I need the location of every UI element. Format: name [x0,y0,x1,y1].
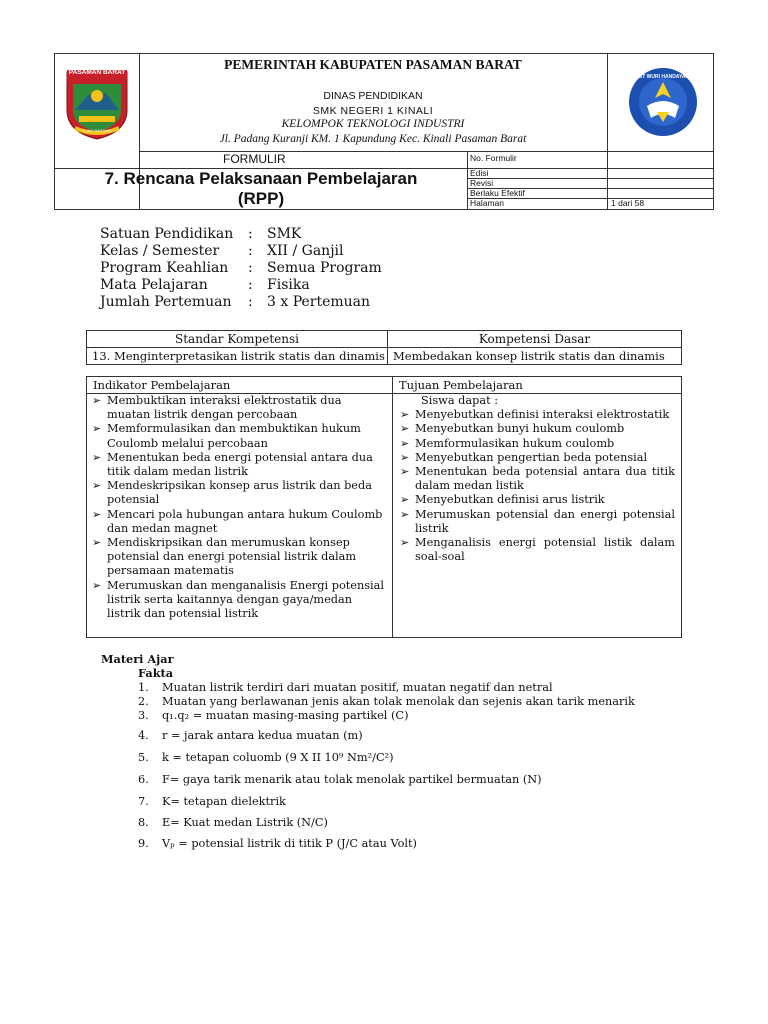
meta-label-revisi: Revisi [470,178,494,188]
meta-value-halaman: 1 dari 58 [611,198,645,208]
list-item: ➢ Menyebutkan pengertian beda potensial [399,451,675,465]
meta-label-berlaku-efektif: Berlaku Efektif [470,188,525,198]
list-text: Muatan listrik terdiri dari muatan positif, muatan negatif dan netral [162,681,553,694]
identity-label: Satuan Pendidikan [100,226,234,242]
meta-label-edisi: Edisi [470,168,489,178]
list-item: ➢ Mencari pola hubungan antara hukum Coulomb dan medan magnet [91,508,388,536]
objectives-header: Tujuan Pembelajaran [393,377,682,394]
list-item [138,681,635,695]
identity-label: Kelas / Semester [100,243,220,259]
indicators-list-cell [87,394,393,638]
form-label: FORMULIR [223,152,286,166]
objectives-intro: Siswa dapat : [421,394,499,407]
list-number: 8. [138,816,149,829]
identity-separator: : [248,260,253,276]
objectives-list-cell [393,394,682,638]
identity-separator: : [248,277,253,293]
list-item: ➢ Membuktikan interaksi elektrostatik dua muatan listrik dengan percobaan [91,394,388,422]
list-number: 9. [138,837,149,850]
identity-value: 3 x Pertemuan [267,294,371,310]
list-number: 2. [138,695,149,708]
department-name: DINAS PENDIDIKAN [323,90,423,102]
identity-row [100,277,382,294]
list-item: ➢ Merumuskan potensial dan energi potensial listrik [399,508,675,536]
list-text: E= Kuat medan Listrik (N/C) [162,816,328,829]
list-item: ➢ Mendeskripsikan konsep arus listrik dan beda potensial [91,479,388,507]
identity-table [100,226,382,311]
meta-label-no-formulir: No. Formulir [470,153,517,163]
list-item [138,695,635,709]
list-item [138,773,542,786]
school-address: Jl. Padang Kuranji KM. 1 Kapundung Kec. Kinali Pasaman Barat [219,133,527,145]
list-item: ➢ Menentukan beda potensial antara dua titik dalam medan listik [399,465,675,493]
tut-wuri-handayani-logo [627,66,699,138]
list-number: 7. [138,795,149,808]
list-item: ➢ Menganalisis energi potensial listik dalam soal-soal [399,536,675,564]
identity-separator: : [248,226,253,242]
list-text: F= gaya tarik menarik atau tolak menolak partikel bermuatan (N) [162,773,542,786]
list-item [138,709,635,723]
list-item: ➢ Merumuskan dan menganalisis Energi potensial listrik serta kaitannya dengan gaya/medan listrik dan potensial listrik [91,579,388,622]
identity-row [100,226,382,243]
list-item: ➢ Menyebutkan definisi arus listrik [399,493,675,507]
document-title-line1: 7. Rencana Pelaksanaan Pembelajaran [104,169,418,188]
list-item: ➢ Menyebutkan definisi interaksi elektrostatik [399,408,675,422]
list-text: Vₚ = potensial listrik di titik P (J/C atau Volt) [162,837,417,850]
logo-text: TUT WURI HANDAYANI [635,74,691,80]
list-item [138,729,363,742]
identity-label: Mata Pelajaran [100,277,208,293]
list-text: K= tetapan dielektrik [162,795,286,808]
logo-text: PASAMAN BARAT [68,69,126,76]
document-title [55,169,467,209]
list-number: 5. [138,751,149,764]
indicators-list [91,394,388,621]
identity-separator: : [248,243,253,259]
indicators-table [86,376,682,638]
kd-header: Kompetensi Dasar [388,331,682,348]
list-item: ➢ Memformulasikan dan membuktikan hukum Coulomb melalui percobaan [91,422,388,450]
list-text: q₁.q₂ = muatan masing-masing partikel (C) [162,709,409,722]
list-text: r = jarak antara kedua muatan (m) [162,729,363,742]
kd-value: Membedakan konsep listrik statis dan dinamis [388,348,682,365]
materi-title: Materi Ajar [101,652,174,666]
list-text: Muatan yang berlawanan jenis akan tolak menolak dan sejenis akan tarik menarik [162,695,635,708]
sk-header: Standar Kompetensi [87,331,388,348]
identity-row [100,243,382,260]
identity-value: Fisika [267,277,310,293]
identity-separator: : [248,294,253,310]
document-header [54,53,714,210]
list-item: ➢ Menyebutkan bunyi hukum coulomb [399,422,675,436]
technology-group: KELOMPOK TEKNOLOGI INDUSTRI [281,118,465,130]
list-item: ➢ Menentukan beda energi potensial antara dua titik dalam medan listrik [91,451,388,479]
identity-value: XII / Ganjil [267,243,344,259]
indicators-header: Indikator Pembelajaran [87,377,393,394]
list-item [138,837,417,850]
list-item [138,816,328,829]
list-item: ➢ Mendiskripsikan dan merumuskan konsep potensial dan energi potensial listrik dalam persamaan matematis [91,536,388,579]
document-title-line2: (RPP) [237,189,285,208]
government-name: PEMERINTAH KABUPATEN PASAMAN BARAT [224,57,522,72]
school-name: SMK NEGERI 1 KINALI [312,105,434,117]
meta-label-halaman: Halaman [470,198,505,208]
materi-subtitle: Fakta [138,666,174,680]
list-number: 4. [138,729,149,742]
identity-label: Jumlah Pertemuan [100,294,232,310]
identity-row [100,294,382,311]
list-item [138,795,286,808]
divider [467,178,713,179]
competency-table [86,330,682,365]
divider [467,151,468,209]
identity-label: Program Keahlian [100,260,229,276]
divider [607,151,608,209]
objectives-list [399,408,675,564]
logo-motto: TUAH BASAMO [82,128,112,133]
list-number: 3. [138,709,149,722]
pasaman-barat-logo [63,66,131,141]
identity-value: Semua Program [267,260,382,276]
divider [607,54,608,151]
list-item: ➢ Memformulasikan hukum coulomb [399,437,675,451]
identity-value: SMK [267,226,302,242]
list-number: 1. [138,681,149,694]
list-text: k = tetapan coluomb (9 X II 10⁹ Nm²/C²) [162,751,394,764]
list-item [138,751,394,764]
facts-list [138,681,635,723]
sk-value: 13. Menginterpretasikan listrik statis dan dinamis [87,348,388,365]
identity-row [100,260,382,277]
list-number: 6. [138,773,149,786]
